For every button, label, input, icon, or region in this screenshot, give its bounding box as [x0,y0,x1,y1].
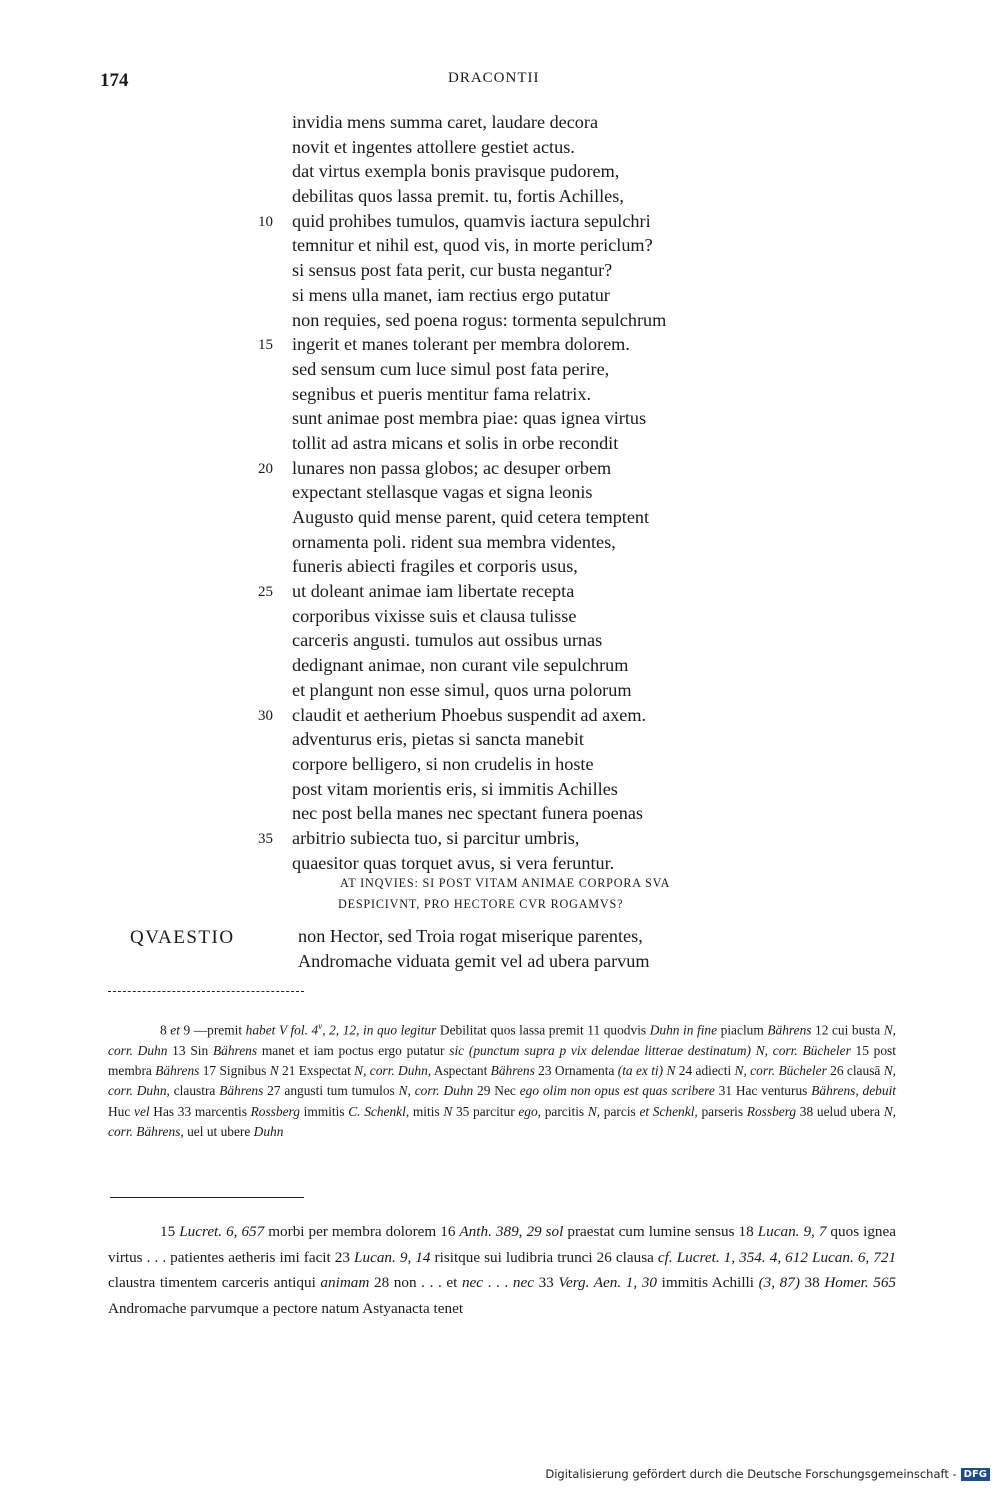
verse-text: arbitrio subiecta tuo, si parcitur umbris, [292,827,580,848]
verse-text: post vitam morientis eris, si immitis Achilles [292,778,618,799]
verse-text: segnibus et pueris mentitur fama relatrix. [292,383,591,404]
verse-line [292,653,792,678]
verse-line [258,579,792,604]
line-number: 30 [258,707,273,724]
verse-line [292,604,792,629]
verse-text: adventurus eris, pietas si sancta manebit [292,729,584,750]
verse-line [292,159,792,184]
verse-text: si mens ulla manet, iam rectius ergo putatur [292,284,610,305]
verse-line [292,777,792,802]
verse-text: sunt animae post membra piae: quas ignea virtus [292,408,647,429]
verse-line [292,431,792,456]
verse-line [292,110,792,135]
verse-line [292,480,792,505]
verse-line [292,357,792,382]
verse-text: non requies, sed poena rogus: tormenta sepulchrum [292,309,667,330]
running-title: DRACONTII [448,70,540,86]
verse-line [292,752,792,777]
verse-text: funeris abiecti fragiles et corporis usus, [292,556,578,577]
verse-text: dedignant animae, non curant vile sepulchrum [292,655,629,676]
dfg-logo: DFG [961,1468,990,1481]
verse-text: temnitur et nihil est, quod vis, in morte periclum? [292,235,653,256]
verse-text: debilitas quos lassa premit. tu, fortis Achilles, [292,186,624,207]
verse-line [292,308,792,333]
verse-line: Andromache viduata gemit vel ad ubera parvum [298,951,650,971]
verse-text: lunares non passa globos; ac desuper orbem [292,457,612,478]
verse-text: Augusto quid mense parent, quid cetera temptent [292,507,650,527]
caption-line: DESPICIVNT, PRO HECTORE CVR ROGAMVS? [338,897,624,911]
page-number: 174 [100,70,129,91]
testimonia: 15 Lucret. 6, 657 morbi per membra dolorem 16 Anth. 389, 29 sol praestat cum lumine sensus 18 Lucan. 9, 7 quos ignea virtus . . . patientes aetheris imi facit 23 Lucan. 9, 14 risitque sui ludibria trunci 26 clausa cf. Lucret. 1, 354. 4, 612 Lucan. 6, 721 claustra timentem carceris antiqui animam 28 non . . . et nec . . . nec 33 Verg. Aen. 1, 30 immitis Achilli (3, 87) 38 Homer. 565 Andromache parvumque a pectore natum Astyanacta tenet [108,1223,897,1317]
verse-text: quaesitor quas torquet avus, si vera feruntur. [292,852,615,873]
verse-text: expectant stellasque vagas et signa leonis [292,482,593,503]
verse-text: carceris angusti. tumulos aut ossibus urnas [292,630,603,651]
verse-text: ut doleant animae iam libertate recepta [292,581,575,602]
verse-text: et plangunt non esse simul, quos urna polorum [292,679,632,700]
apparatus-criticus: 8 et 9 —premit habet V fol. 4$^v$, 2, 12, in quo legitur Debilitat quos lassa premit 11 quodvis Duhn in fine piaclum Bährens 12 cui busta N, corr. Duhn 13 Sin Bährens manet et iam poctus ergo putatur sic (punctum supra p vix delendae litterae destinatum) N, corr. Bücheler 15 post membra Bährens 17 Signibus N 21 Exspectat N, corr. Duhn, Aspectant Bährens 23 Ornamenta (ta ex ti) N 24 adiecti N, corr. Bücheler 26 clausā N, corr. Duhn, claustra Bährens 27 angusti tum tumulos N, corr. Duhn 29 Nec ego olim non opus est quas scribere 31 Hac venturus Bährens, debuit Huc vel Has 33 marcentis Rossberg immitis C. Schenkl, mitis N 35 parcitur ego, parcitis N, parcis et Schenkl, parseris Rossberg 38 uelud ubera N, corr. Bährens, uel ut ubere Duhn [108,1021,897,1139]
verse-line [258,209,792,234]
verse-line [258,703,792,728]
verse-line: non Hector, sed Troia rogat miserique parentes, [298,926,643,946]
section-caption [340,873,670,915]
verse-block [258,110,792,875]
verse-line [292,851,792,876]
footer-text: Digitalisierung gefördert durch die Deutsche Forschungsgemeinschaft - [545,1467,957,1481]
divider [108,991,304,992]
verse-line [292,184,792,209]
verse-line [292,801,792,826]
verse-text: corporibus vixisse suis et clausa tulisse [292,605,577,626]
verse-line [292,505,792,530]
quaestio-label: QVAESTIO [130,927,235,948]
verse-line [258,332,792,357]
verse-line [292,678,792,703]
verse-line [292,283,792,308]
verse-text: tollit ad astra micans et solis in orbe recondit [292,432,619,453]
verse-text: ingerit et manes tolerant per membra dolorem. [292,334,630,355]
verse-line [292,406,792,431]
verse-text: invidia mens summa caret, laudare decora [292,112,599,132]
line-number: 25 [258,584,273,601]
digitization-footer [545,1467,990,1481]
verse-line [258,456,792,481]
verse-text: nec post bella manes nec spectant funera poenas [292,803,643,824]
line-number: 10 [258,213,273,230]
verse-text: dat virtus exempla bonis pravisque pudorem, [292,161,620,182]
verse-text: sed sensum cum luce simul post fata perire, [292,358,610,379]
line-number: 35 [258,830,273,847]
quaestio-verse [298,924,650,974]
verse-text: quid prohibes tumulos, quamvis iactura sepulchri [292,210,651,231]
verse-line [292,382,792,407]
verse-line [292,727,792,752]
verse-text: si sensus post fata perit, cur busta negantur? [292,260,613,281]
verse-text: novit et ingentes attollere gestiet actus. [292,136,575,157]
line-number: 20 [258,460,273,477]
verse-line [292,233,792,258]
verse-line [292,554,792,579]
verse-line [258,826,792,851]
verse-line [292,628,792,653]
line-number: 15 [258,337,273,354]
caption-line: AT INQVIES: SI POST VITAM ANIMAE CORPORA SVA [340,876,671,890]
verse-text: claudit et aetherium Phoebus suspendit ad axem. [292,704,647,725]
divider [110,1197,304,1198]
verse-line [292,258,792,283]
verse-text: ornamenta poli. rident sua membra videntes, [292,531,616,552]
verse-line [292,135,792,160]
verse-line [292,530,792,555]
verse-text: corpore belligero, si non crudelis in hoste [292,753,594,774]
